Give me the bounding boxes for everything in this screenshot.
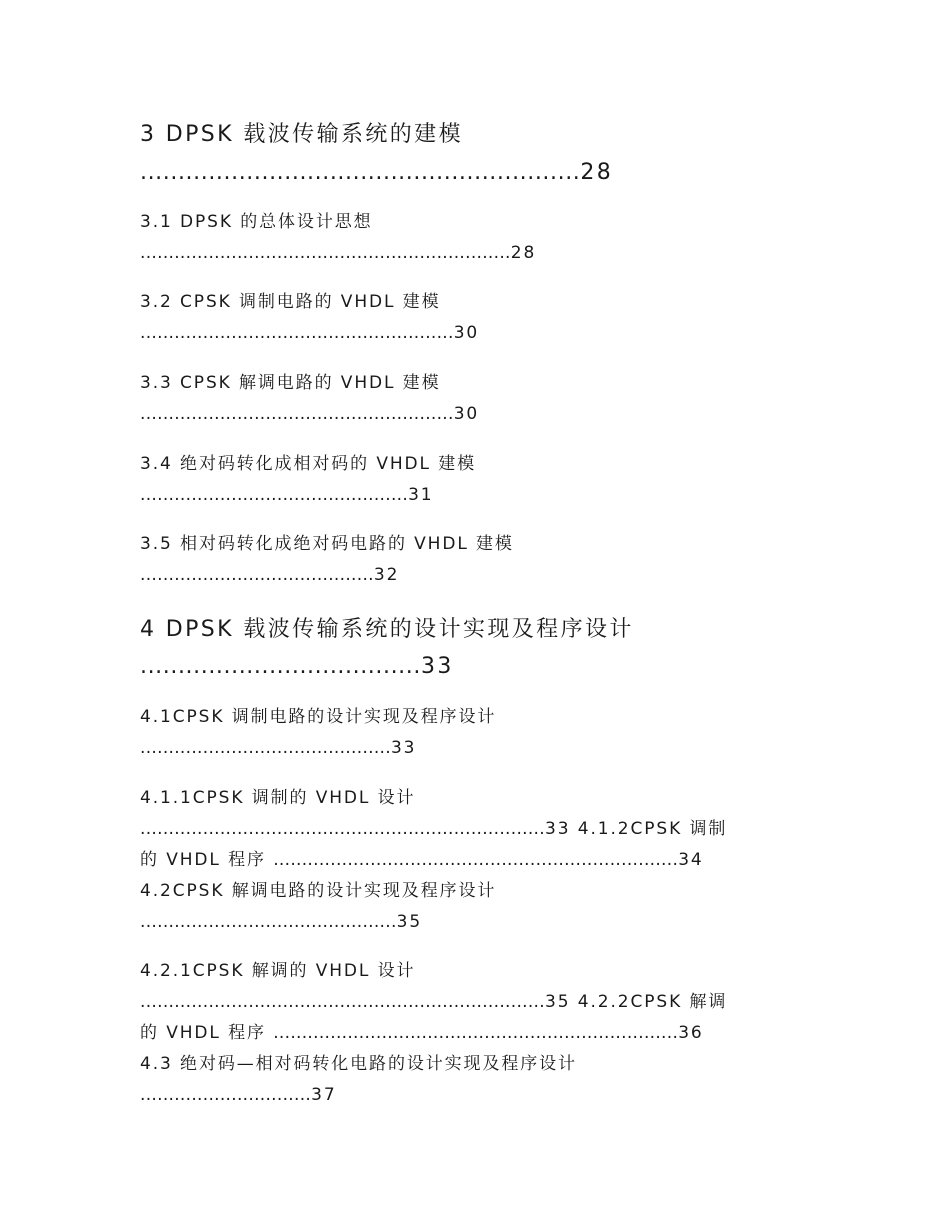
toc-entry-leader (140, 740, 416, 757)
page-number: 36 (678, 1023, 704, 1043)
dot-leader: ....................................................... (140, 323, 454, 343)
dot-leader: ............................................... (140, 485, 409, 505)
toc-entry-leader (140, 162, 613, 184)
page-number: 32 (373, 565, 400, 585)
toc-entry-leader (140, 1087, 337, 1104)
dot-leader: ....................................................................... (273, 850, 679, 870)
toc-entry-title: 4.3 绝对码—相对码转化电路的设计实现及程序设计 (140, 1054, 577, 1074)
page-number: 33 (420, 654, 454, 679)
dot-leader: ......................................... (140, 565, 374, 585)
toc-entry-leader (140, 245, 536, 262)
toc-entry-title: 4.2CPSK 解调电路的设计实现及程序设计 (140, 881, 497, 901)
toc-entry-title: 的 VHDL 程序 (140, 850, 266, 870)
page-number: 35 (396, 912, 423, 932)
toc-entry-leader (140, 567, 399, 584)
page-number: 30 (453, 323, 480, 343)
toc-entry-title: 3.5 相对码转化成绝对码电路的 VHDL 建模 (140, 534, 514, 554)
toc-entry-title: 3 DPSK 载波传输系统的建模 (140, 122, 463, 147)
dot-leader: ..................................... (140, 654, 421, 679)
toc-entry-leader (140, 406, 479, 423)
page-number: 33 (390, 738, 417, 758)
toc-entry-leader (140, 1025, 704, 1042)
toc-entry-title: 的 VHDL 程序 (140, 1023, 266, 1043)
page-number: 28 (580, 160, 614, 185)
dot-leader: ............................................. (140, 912, 397, 932)
toc-entry-title: 4.2.1CPSK 解调的 VHDL 设计 (140, 961, 416, 981)
page-number: 34 (678, 850, 704, 870)
page-number: 33 (544, 819, 571, 839)
toc-entry-title: 4.2.2CPSK 解调 (577, 992, 728, 1012)
toc-entry-title: 4.1.2CPSK 调制 (577, 819, 728, 839)
dot-leader: ............................................ (140, 738, 391, 758)
toc-entry-title: 3.1 DPSK 的总体设计思想 (140, 212, 373, 232)
toc-entry-leader (140, 994, 727, 1011)
dot-leader: ................................................................. (140, 243, 511, 263)
toc-entry-title: 3.2 CPSK 调制电路的 VHDL 建模 (140, 292, 441, 312)
dot-leader: ....................................................................... (140, 819, 545, 839)
dot-leader: ....................................................................... (273, 1023, 679, 1043)
dot-leader: .......................................................... (140, 160, 581, 185)
toc-entry-leader (140, 914, 422, 931)
page-number: 31 (408, 485, 434, 505)
toc-entry-leader (140, 656, 454, 678)
page-number: 35 (544, 992, 571, 1012)
toc-entry-title: 4.1.1CPSK 调制的 VHDL 设计 (140, 788, 416, 808)
page-number: 30 (453, 404, 480, 424)
toc-entry-leader (140, 852, 704, 869)
toc-entry-title: 4.1CPSK 调制电路的设计实现及程序设计 (140, 707, 497, 727)
toc-entry-title: 4 DPSK 载波传输系统的设计实现及程序设计 (140, 617, 634, 642)
toc-entry-leader (140, 821, 727, 838)
page-number: 37 (311, 1085, 337, 1105)
toc-entry-leader (140, 325, 479, 342)
dot-leader: ....................................................................... (140, 992, 545, 1012)
dot-leader: ....................................................... (140, 404, 454, 424)
dot-leader: .............................. (140, 1085, 312, 1105)
page-number: 28 (510, 243, 537, 263)
toc-entry-leader (140, 487, 434, 504)
toc-entry-title: 3.4 绝对码转化成相对码的 VHDL 建模 (140, 454, 477, 474)
toc-entry-title: 3.3 CPSK 解调电路的 VHDL 建模 (140, 373, 441, 393)
